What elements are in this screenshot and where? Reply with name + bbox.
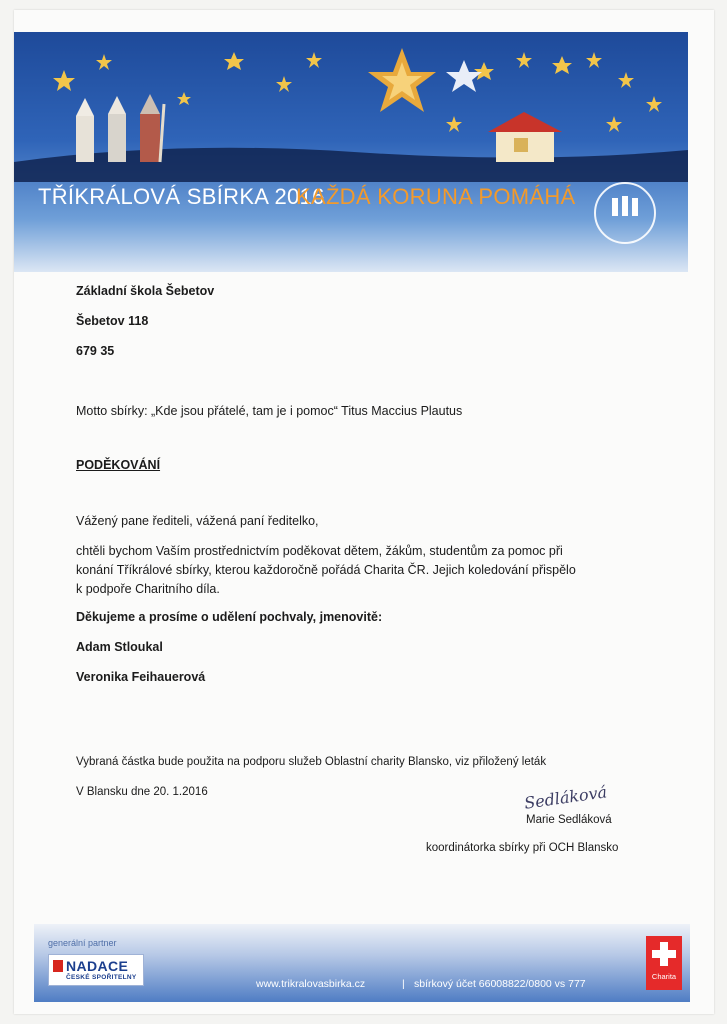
signer-role: koordinátorka sbírky při OCH Blansko — [426, 842, 619, 854]
letter-sheet — [14, 10, 714, 1014]
praised-name: Adam Stloukal — [76, 640, 163, 654]
nadace-name: NADACE — [66, 958, 129, 974]
handwritten-signature: Sedláková — [523, 782, 609, 813]
nadace-mark-icon — [53, 960, 63, 972]
three-kings-logo-icon — [596, 184, 654, 242]
signer-name: Marie Sedláková — [526, 814, 612, 826]
body-line: chtěli bychom Vaším prostřednictvím poděkovat dětem, žákům, studentům za pomoc při — [76, 544, 563, 558]
usage-note: Vybraná částka bude použita na podporu služeb Oblastní charity Blansko, viz přiložený leták — [76, 756, 547, 768]
place-date: V Blansku dne 20. 1.2016 — [76, 786, 208, 798]
charita-label: Charita — [651, 972, 677, 981]
sbirka-logo — [594, 182, 656, 244]
motto: Motto sbírky: „Kde jsou přátelé, tam je i pomoc“ Titus Maccius Plautus — [76, 404, 463, 418]
footer-separator: | — [402, 978, 405, 990]
charita-logo — [646, 936, 682, 990]
salutation: Vážený pane řediteli, vážená paní ředitelko, — [76, 514, 319, 528]
body-line: k podpoře Charitního díla. — [76, 582, 220, 596]
banner-illustration — [14, 32, 688, 272]
partner-label: generální partner — [48, 938, 117, 948]
recipient-name: Základní škola Šebetov — [76, 284, 215, 298]
recipient-street: Šebetov 118 — [76, 314, 149, 328]
recipient-zip: 679 35 — [76, 344, 115, 358]
praised-name: Veronika Feihauerová — [76, 670, 206, 684]
nadace-subtitle: ČESKÉ SPOŘITELNY — [66, 974, 137, 981]
banner-slogan: KAŽDÁ KORUNA POMÁHÁ — [296, 184, 576, 209]
header-banner — [14, 32, 688, 272]
nadace-logo — [48, 954, 144, 986]
footer-account: sbírkový účet 66008822/0800 vs 777 — [414, 978, 586, 990]
banner-title: TŘÍKRÁLOVÁ SBÍRKA 2016 — [38, 184, 325, 209]
praise-request: Děkujeme a prosíme o udělení pochvaly, jmenovitě: — [76, 610, 383, 624]
body-line: konání Tříkrálové sbírky, kterou každoročně pořádá Charita ČR. Jejich koledování přispělo — [76, 563, 576, 577]
letter-heading: PODĚKOVÁNÍ — [76, 458, 161, 472]
footer-url: www.trikralovasbirka.cz — [256, 978, 366, 990]
footer-banner — [34, 924, 690, 1002]
